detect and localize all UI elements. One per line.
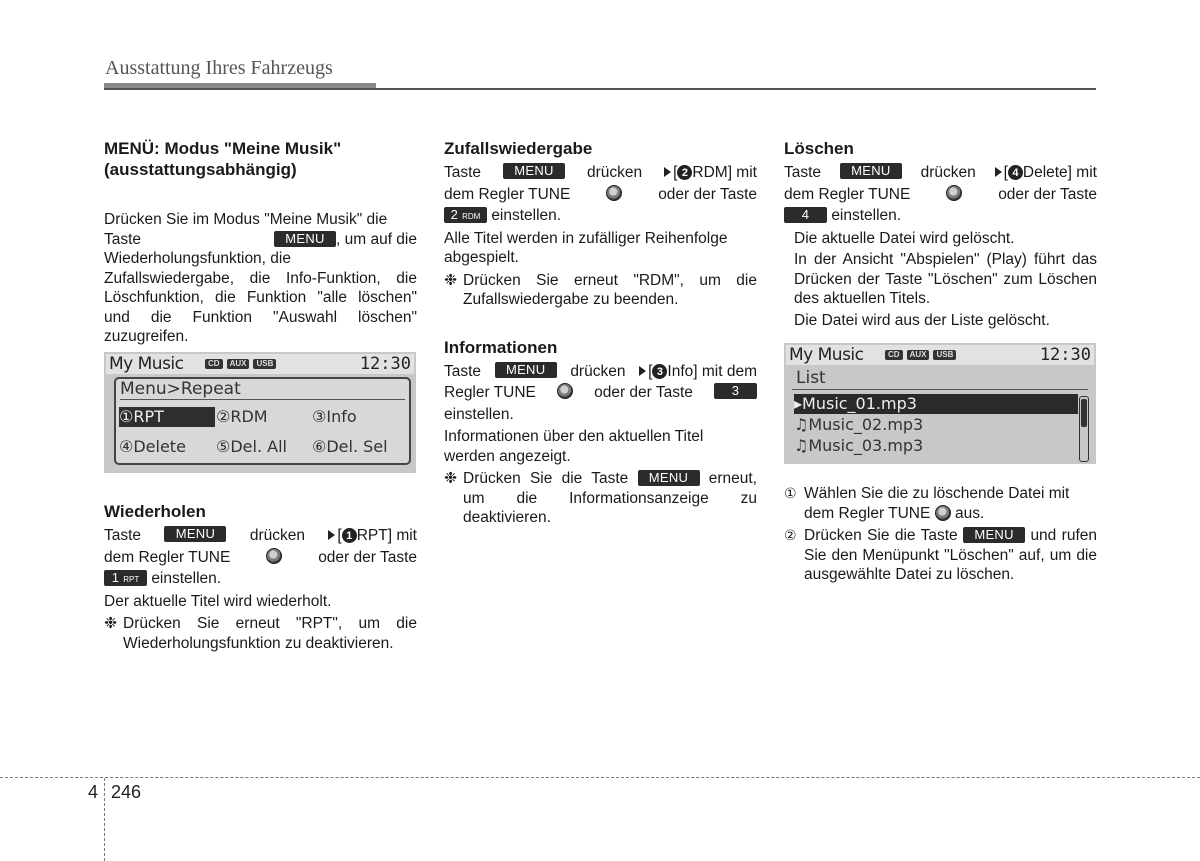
menu-key: MENU: [638, 470, 700, 486]
lcd-scrollbar: [1079, 396, 1089, 462]
number-3-icon: 3: [652, 364, 667, 379]
info-heading: Informationen: [444, 337, 558, 357]
lcd-option-info: ③Info: [312, 407, 357, 426]
note-text: Drücken Sie die Taste: [463, 470, 629, 487]
chapter-number: 4: [88, 782, 99, 802]
menu-mode-heading-line2: (ausstattungsabhängig): [104, 160, 297, 179]
note-mark-icon: ❉: [444, 470, 457, 487]
repeat-section: [104, 501, 417, 653]
footer-vertical-rule: [104, 778, 105, 861]
repeat-heading: Wiederholen: [104, 502, 206, 521]
cd-badge: CD: [205, 359, 223, 369]
lcd-menu-panel: [114, 377, 411, 465]
lcd-list-area: [788, 368, 1092, 460]
text: Taste: [444, 362, 482, 380]
menu-key: MENU: [274, 231, 336, 247]
aux-badge: AUX: [227, 359, 250, 369]
delete-step-1: [784, 484, 1097, 523]
lcd-submenu-title: List: [796, 368, 826, 388]
text: einstellen.: [151, 570, 222, 587]
lcd-status-bar: [786, 345, 1094, 365]
repeat-description: Der aktuelle Titel wird wiederholt.: [104, 592, 332, 610]
aux-badge: AUX: [907, 350, 930, 360]
text: RDM] mit: [692, 164, 757, 181]
intro-line-d: Zufallswiedergabe, die Info-Funktion, die Löschfunktion, die Funktion "alle löschen" und die Funktion "Auswahl löschen" zuzugreifen.: [104, 269, 417, 345]
usb-badge: USB: [933, 350, 956, 360]
text: dem Regler TUNE: [444, 185, 571, 203]
text: Taste: [444, 164, 482, 181]
step-text: und rufen Sie den Menüpunkt "Löschen" auf, um die ausgewählte Datei zu löschen.: [804, 527, 1097, 583]
column-3: [784, 138, 1097, 330]
note-text: Drücken Sie erneut "RDM", um die Zufallswiedergabe zu beenden.: [463, 271, 757, 308]
cd-badge: CD: [885, 350, 903, 360]
play-arrow-icon: [639, 366, 646, 376]
number-2-icon: 2: [677, 165, 692, 180]
shuffle-description: Alle Titel werden in zufälliger Reihenfolge abgespielt.: [444, 229, 728, 266]
note-mark-icon: ❉: [104, 615, 117, 632]
menu-key: MENU: [503, 163, 565, 179]
delete-paragraph-3: Die Datei wird aus der Liste gelöscht.: [794, 311, 1050, 329]
delete-steps: [784, 484, 1097, 585]
shuffle-line-b: [444, 185, 757, 205]
step-text: aus.: [954, 504, 985, 522]
lcd-screen-file-list: [784, 343, 1096, 464]
key-sub: RDM: [462, 212, 481, 221]
text: einstellen.: [491, 207, 562, 224]
info-description: Informationen über den aktuellen Titel werden angezeigt.: [444, 428, 704, 465]
footer-rule: [0, 777, 1200, 778]
lcd-scroll-thumb: [1081, 399, 1087, 427]
menu-mode-heading: [104, 138, 417, 180]
column-2: [444, 138, 757, 528]
lcd-file-item: ▸Music_01.mp3: [794, 394, 1078, 414]
key-1-rpt: [104, 570, 147, 586]
note-text: erneut, um die Informationsanzeige zu deaktivieren.: [463, 470, 757, 526]
text: oder der Taste: [658, 185, 757, 203]
step-number: ②: [784, 527, 797, 543]
lcd-file-item: ♫Music_02.mp3: [794, 415, 924, 434]
delete-line-c: [784, 206, 1097, 226]
source-badges: [885, 350, 956, 360]
text: oder der Taste: [594, 384, 693, 401]
shuffle-line-a: Taste MENU drücken [ 2 RDM] mit: [444, 163, 757, 181]
play-arrow-icon: [995, 167, 1002, 177]
lcd-submenu-title: Menu>Repeat: [120, 379, 241, 399]
text: Taste: [104, 527, 142, 544]
delete-heading: Löschen: [784, 139, 854, 158]
text: drücken: [249, 527, 305, 544]
info-note: [444, 469, 757, 528]
lcd-title: My Music: [789, 345, 864, 365]
header-rule: [104, 88, 1096, 90]
number-4-icon: 4: [1008, 165, 1023, 180]
lcd-option-rdm: ②RDM: [216, 407, 268, 426]
text: drücken: [920, 164, 976, 181]
lcd-clock: 12:30: [359, 354, 411, 374]
repeat-note: [104, 614, 417, 653]
delete-line-b: [784, 185, 1097, 205]
step-text: Wählen Sie die zu löschende Datei mit dem Regler TUNE: [804, 485, 1070, 522]
intro-line-b: [104, 230, 417, 250]
source-badges: [205, 359, 276, 369]
lcd-clock: 12:30: [1039, 345, 1091, 365]
lcd-divider: [120, 399, 405, 400]
note-mark-icon: ❉: [444, 271, 457, 289]
text: Regler TUNE: [444, 384, 536, 401]
text: drücken: [586, 164, 643, 181]
lcd-option-del-sel: ⑥Del. Sel: [312, 437, 388, 456]
tune-knob-icon: [935, 505, 951, 521]
text: drücken: [570, 362, 626, 380]
text: Info] mit dem: [667, 362, 757, 380]
lcd-status-bar: [106, 354, 414, 374]
step-text: Drücken Sie die Taste: [804, 527, 958, 544]
info-line-c: einstellen.: [444, 405, 514, 423]
text: Taste: [784, 164, 822, 181]
menu-key: MENU: [495, 362, 557, 378]
key-sub: RPT: [123, 575, 140, 584]
key-number: 2: [450, 207, 459, 222]
shuffle-note: [444, 271, 757, 310]
repeat-line-a: Taste MENU drücken [ 1 RPT] mit: [104, 526, 417, 544]
intro-paragraph: [104, 210, 417, 347]
intro-text: Taste: [104, 230, 142, 248]
info-line-a: Taste MENU drücken [ 3 Info] mit dem: [444, 361, 757, 380]
text: einstellen.: [831, 207, 902, 224]
intro-text: , um auf die: [336, 230, 417, 248]
shuffle-heading: Zufallswiedergabe: [444, 139, 593, 158]
play-arrow-icon: [328, 530, 335, 540]
menu-key: MENU: [963, 527, 1025, 543]
intro-line-c: Wiederholungsfunktion, die: [104, 250, 291, 267]
key-number: 1: [111, 570, 120, 585]
delete-paragraph-1: Die aktuelle Datei wird gelöscht.: [794, 229, 1015, 247]
delete-line-a: Taste MENU drücken [ 4 Delete] mit: [784, 163, 1097, 181]
usb-badge: USB: [253, 359, 276, 369]
lcd-title: My Music: [109, 354, 184, 374]
page-number: 246: [111, 782, 142, 802]
text: dem Regler TUNE: [104, 548, 231, 566]
intro-line-a: Drücken Sie im Modus "Meine Musik" die: [104, 211, 388, 228]
number-1-icon: 1: [342, 528, 357, 543]
text: Delete] mit: [1022, 164, 1097, 181]
note-text: Drücken Sie erneut "RPT", um die Wiederholungsfunktion zu deaktivieren.: [123, 615, 417, 652]
menu-mode-heading-line1: MENÜ: Modus "Meine Musik": [104, 139, 342, 158]
key-3: 3: [714, 383, 757, 399]
tune-knob-icon: [606, 185, 622, 201]
menu-key: MENU: [840, 163, 902, 179]
key-4: 4: [784, 207, 827, 223]
lcd-file-item: ♫Music_03.mp3: [794, 436, 924, 455]
info-line-b: [444, 383, 757, 403]
lcd-divider: [792, 389, 1088, 390]
menu-key: MENU: [164, 526, 226, 542]
lcd-screen-repeat-menu: [104, 352, 416, 473]
lcd-option-delete: ④Delete: [119, 437, 186, 456]
text: oder der Taste: [318, 548, 417, 566]
step-number: ①: [784, 485, 797, 501]
tune-knob-icon: [946, 185, 962, 201]
repeat-line-c: [104, 569, 417, 589]
text: RPT] mit: [356, 527, 417, 544]
play-arrow-icon: [664, 167, 671, 177]
key-2-rdm: [444, 207, 487, 223]
page-header-title: Ausstattung Ihres Fahrzeugs: [105, 57, 333, 79]
lcd-option-del-all: ⑤Del. All: [216, 437, 287, 456]
text: oder der Taste: [998, 185, 1097, 203]
text: dem Regler TUNE: [784, 185, 911, 203]
repeat-line-b: [104, 548, 417, 568]
shuffle-line-c: [444, 206, 757, 226]
lcd-option-rpt: ①RPT: [119, 407, 215, 427]
delete-paragraph-2: In der Ansicht "Abspielen" (Play) führt das Drücken der Taste "Löschen" zum Löschen des aktuellen Titels.: [794, 251, 1097, 307]
tune-knob-icon: [557, 383, 573, 399]
column-1: [104, 138, 417, 350]
delete-step-2: [784, 526, 1097, 585]
tune-knob-icon: [266, 548, 282, 564]
